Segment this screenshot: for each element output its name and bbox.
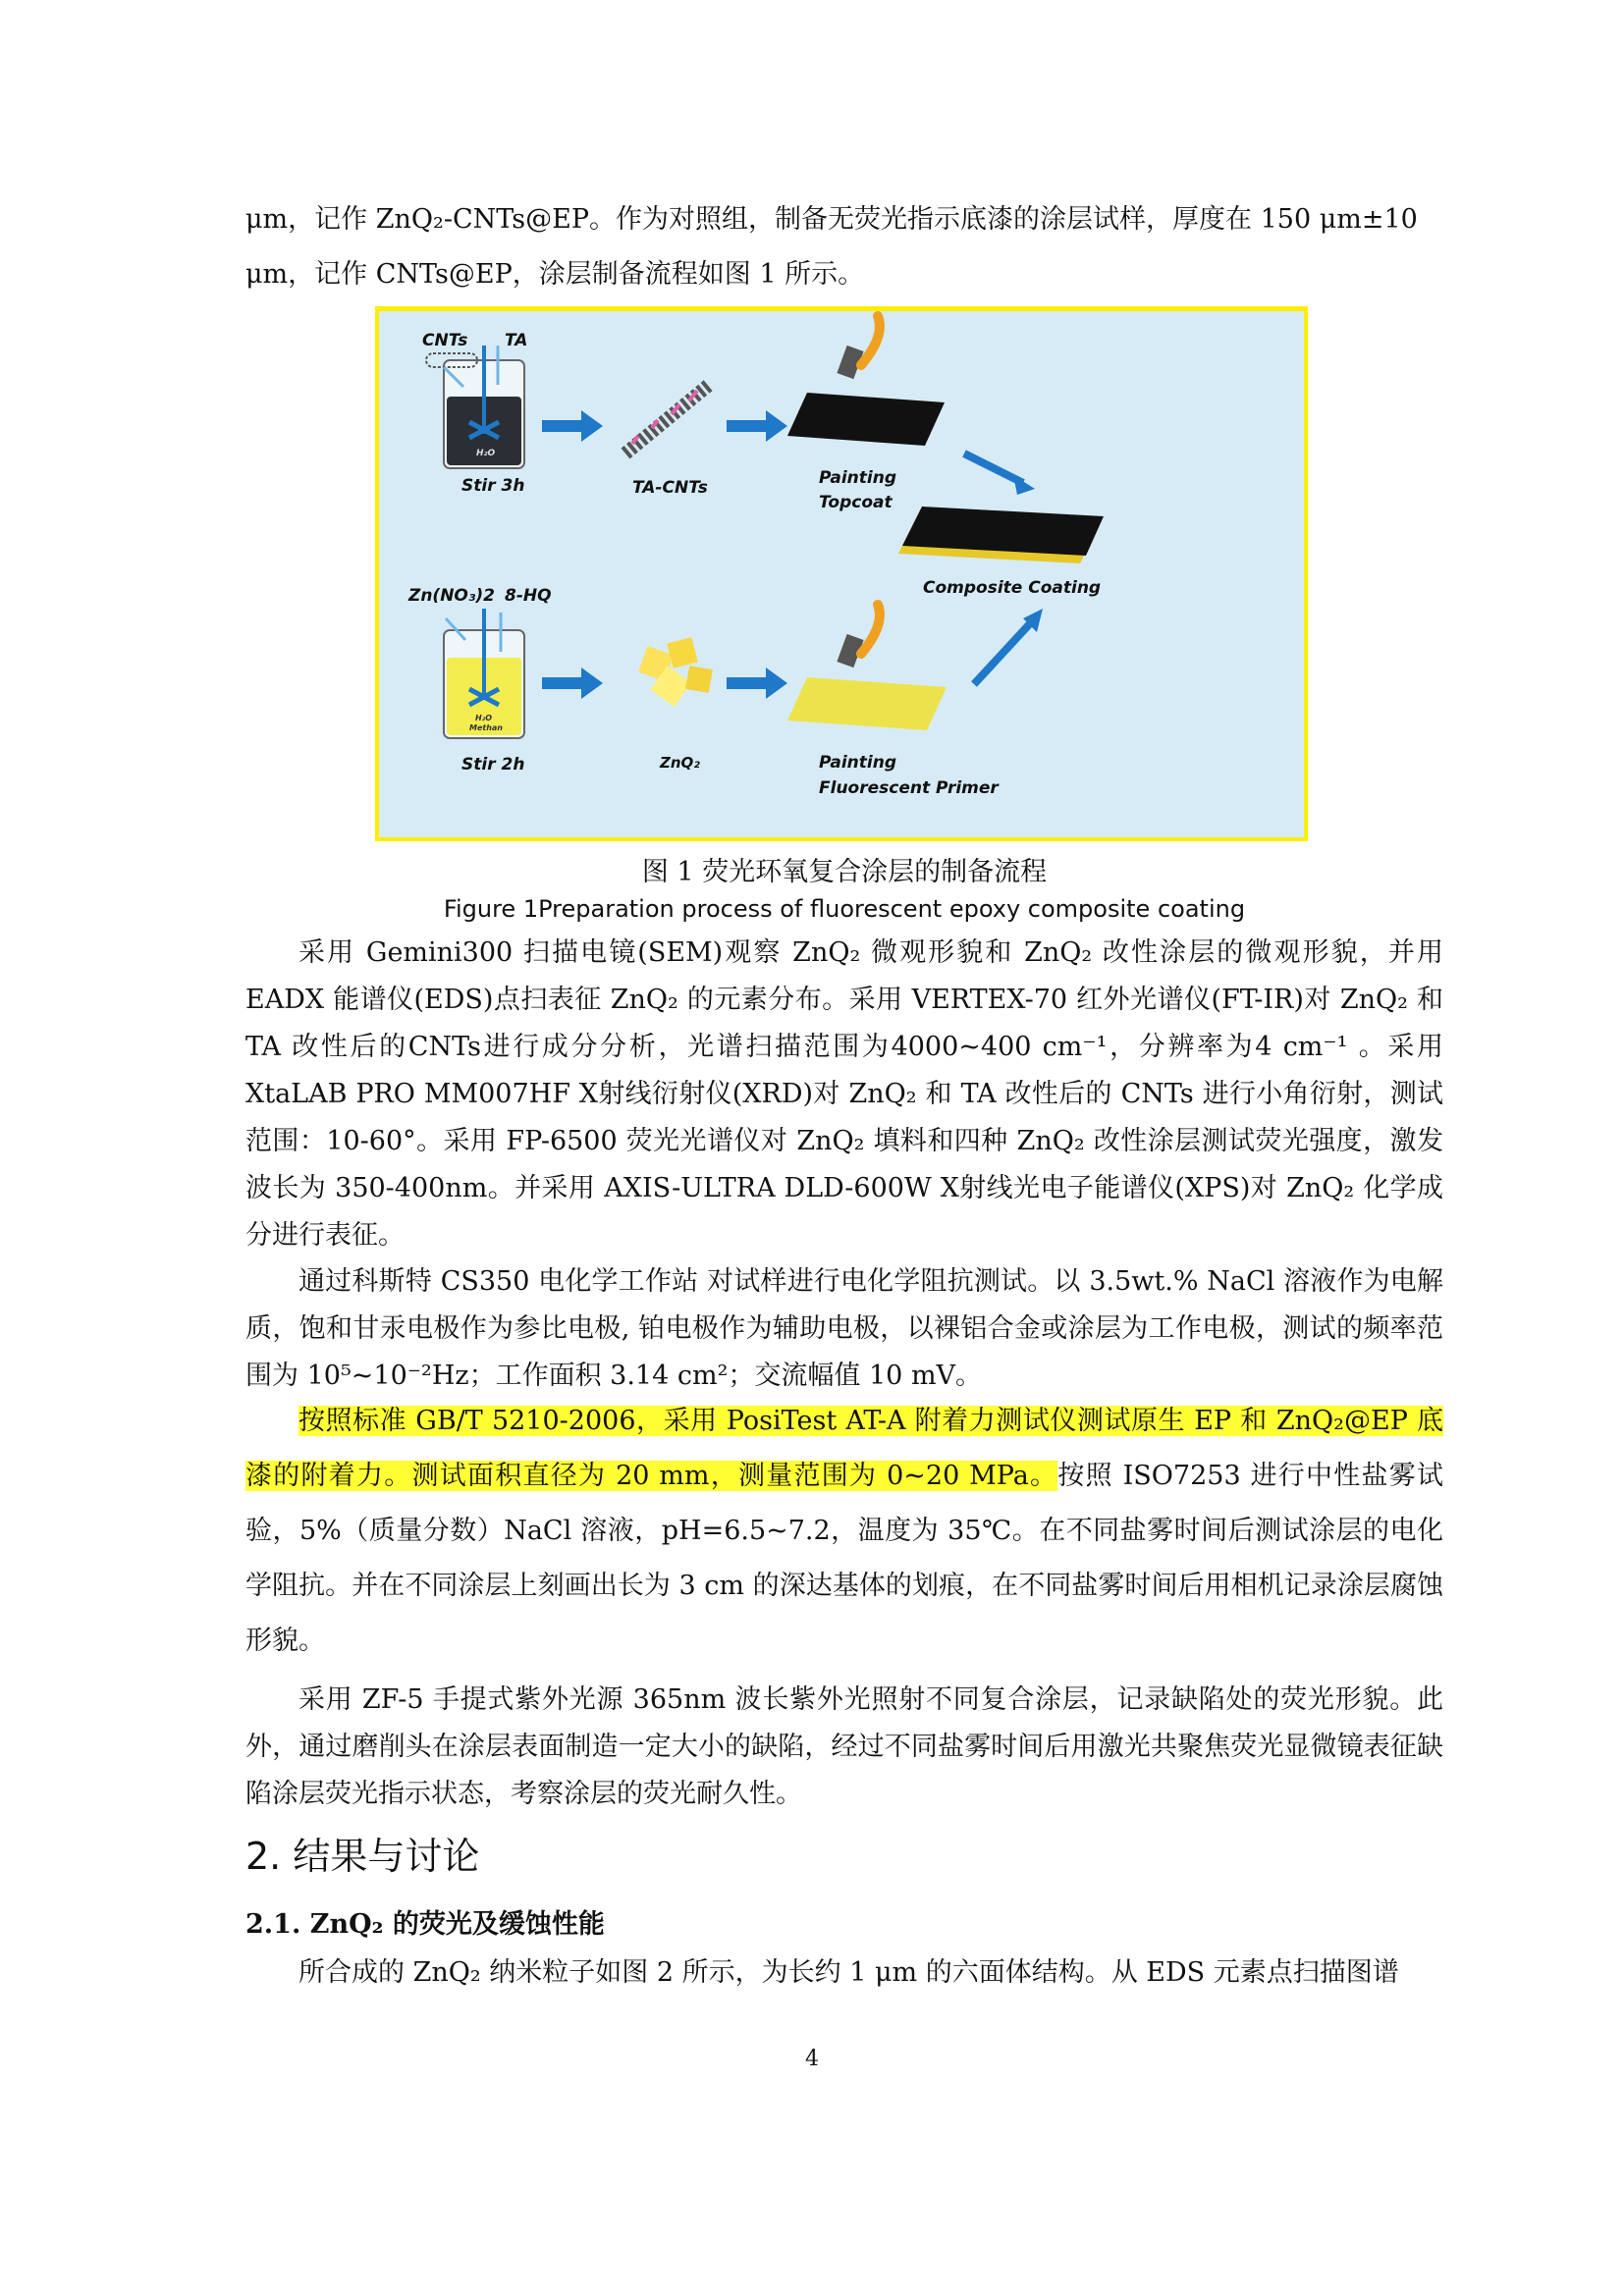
label-painting-bottom: Painting: [819, 753, 896, 773]
h2o-label-bottom: H₂O: [475, 714, 492, 722]
intro-line-1: μm，记作 ZnQ₂-CNTs@EP。作为对照组，制备无荧光指示底漆的涂层试样，厚度在 150 μm±10: [245, 204, 1418, 235]
methan-label: Methan: [469, 723, 503, 732]
figure-1-process-diagram: [375, 306, 1308, 841]
highlighted-text: 按照标准 GB/T 5210-2006，采用 PosiTest AT-A 附着力测试仪测试原生 EP 和 ZnQ₂@EP 底漆的附着力。测试面积直径为 20 mm，测量范围为 0~20 MPa。: [245, 1406, 1443, 1491]
composite-coating-panel: [898, 507, 1104, 563]
label-znq2: ZnQ₂: [660, 754, 700, 772]
page-number: 4: [805, 2047, 819, 2071]
intro-line-2: μm，记作 CNTs@EP，涂层制备流程如图 1 所示。: [245, 259, 865, 290]
figure-caption-en: Figure 1Preparation process of fluorescent epoxy composite coating: [443, 895, 1246, 923]
paragraph-adhesion-salt-spray: [245, 1394, 1443, 1669]
beaker-top: [444, 346, 524, 468]
label-ta: TA: [505, 331, 528, 350]
label-8-hq: 8-HQ: [505, 586, 552, 606]
label-ta-cnts: TA-CNTs: [632, 478, 708, 498]
label-cnts: CNTs: [422, 331, 468, 350]
paragraph-rest-text: 按照 ISO7253 进行中性盐雾试验，5%（质量分数）NaCl 溶液，pH=6.5~7.2，温度为 35℃。在不同盐雾时间后测试涂层的电化学阻抗。并在不同涂层上刻画出长为 3 cm 的深达基体的划痕，在不同盐雾时间后用相机记录涂层腐蚀形貌。: [245, 1461, 1443, 1656]
subsection-title: 2.1. ZnQ₂ 的荧光及缓蚀性能: [245, 1909, 605, 1940]
paragraph-uv-fluorescence: 采用 ZF-5 手提式紫外光源 365nm 波长紫外光照射不同复合涂层，记录缺陷处的荧光形貌。此外，通过磨削头在涂层表面制造一定大小的缺陷，经过不同盐雾时间后用激光共聚焦荧光显微镜表征缺陷涂层荧光指示状态，考察涂层的荧光耐久性。: [245, 1684, 1443, 1809]
h2o-label-top: H₂O: [476, 449, 496, 458]
paragraph-electrochemical-test: 通过科斯特 CS350 电化学工作站 对试样进行电化学阻抗测试。以 3.5wt.% NaCl 溶液作为电解质，饱和甘汞电极作为参比电极, 铂电极作为辅助电极，以裸铝合金或涂层为工作电极，测试的频率范围为 10⁵~10⁻²Hz；工作面积 3.14 cm²；交流幅值 10 mV。: [245, 1266, 1443, 1391]
intro-paragraph: [245, 192, 1443, 302]
label-zn-no3: Zn(NO₃)2: [408, 586, 495, 606]
paragraph-results-intro: 所合成的 ZnQ₂ 纳米粒子如图 2 所示，为长约 1 μm 的六面体结构。从 EDS 元素点扫描图谱: [298, 1957, 1399, 1988]
paragraph-methods-characterization: 采用 Gemini300 扫描电镜(SEM)观察 ZnQ₂ 微观形貌和 ZnQ₂ 改性涂层的微观形貌，并用 EADX 能谱仪(EDS)点扫表征 ZnQ₂ 的元素分布。采用 VERTEX-70 红外光谱仪(FT-IR)对 ZnQ₂ 和 TA 改性后的CNTs进行成分分析，光谱扫描范围为4000~400 cm⁻¹，分辨率为4 cm⁻¹ 。采用 XtaLAB PRO MM007HF X射线衍射仪(XRD)对 ZnQ₂ 和 TA 改性后的 CNTs 进行小角衍射，测试范围：10-60°。采用 FP-6500 荧光光谱仪对 ZnQ₂ 填料和四种 ZnQ₂ 改性涂层测试荧光强度，激发波长为 350-400nm。并采用 AXIS-ULTRA DLD-600W X射线光电子能谱仪(XPS)对 ZnQ₂ 化学成分进行表征。: [245, 937, 1443, 1251]
section-title: 2. 结果与讨论: [245, 1835, 480, 1878]
label-stir-3h: Stir 3h: [461, 476, 525, 496]
label-topcoat: Topcoat: [819, 493, 893, 512]
figure-caption-cn: 图 1 荧光环氧复合涂层的制备流程: [641, 857, 1048, 887]
label-fluorescent-primer: Fluorescent Primer: [819, 778, 999, 798]
label-composite-coating: Composite Coating: [923, 578, 1102, 598]
label-painting-top: Painting: [819, 468, 896, 488]
label-stir-2h: Stir 2h: [461, 755, 525, 774]
